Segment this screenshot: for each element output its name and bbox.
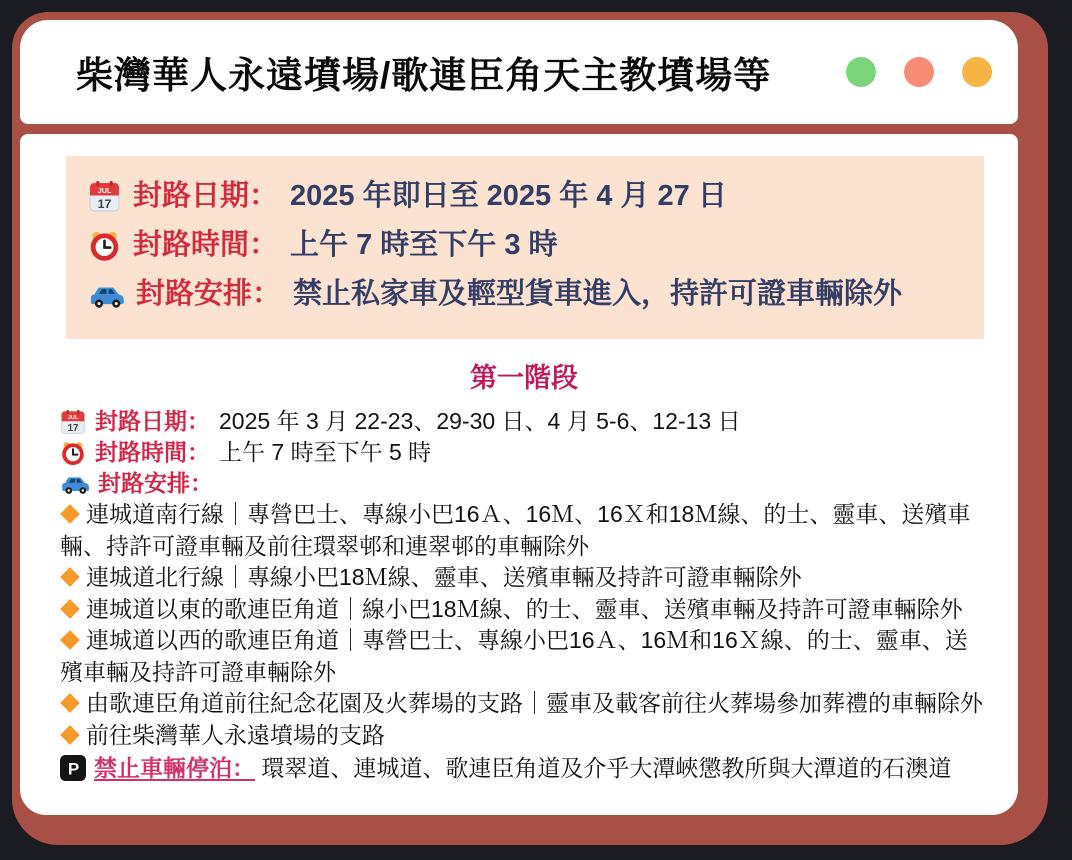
phase-date-value: 2025 年 3 月 22-23、29-30 日、4 月 5-6、12-13 日 [219, 408, 741, 434]
phase-arrangement-label: 封路安排： [98, 470, 213, 496]
diamond-bullet-icon [60, 725, 80, 745]
summary-row-time [88, 221, 962, 270]
phase-time-value: 上午 7 時至下午 5 時 [219, 439, 432, 465]
alarm-clock-icon [60, 440, 86, 466]
bullet-text: 連城道南行線｜專營巴士、專線小巴16Ａ、16Ｍ、16Ｘ和18Ｍ線、的士、靈車、送殯車輛、持許可證車輛及前往環翠邨和連翠邨的車輛除外 [60, 501, 971, 559]
bullet-text: 連城道以東的歌連臣角道｜線小巴18Ｍ線、的士、靈車、送殯車輛及持許可證車輛除外 [86, 595, 963, 622]
page-title: 柴灣華人永遠墳場/歌連臣角天主教墳場等 [76, 55, 772, 96]
card-header [20, 20, 1018, 124]
summary-arrangement-value: 禁止私家車及輕型貨車進入，持許可證車輛除外 [293, 278, 903, 310]
diamond-bullet-icon [60, 630, 80, 650]
closure-summary-box [66, 156, 984, 339]
no-parking-value: 環翠道、連城道、歌連臣角道及介乎大潭峽懲教所與大潭道的石澳道 [261, 755, 952, 781]
calendar-icon [88, 180, 121, 213]
green-dot-icon [846, 57, 876, 87]
calendar-icon [60, 409, 86, 435]
salmon-dot-icon [904, 57, 934, 87]
car-icon [60, 472, 89, 495]
phase-date-label: 封路日期： [95, 408, 210, 434]
bullet-text: 連城道北行線｜專線小巴18Ｍ線、靈車、送殯車輛及持許可證車輛除外 [86, 564, 802, 590]
no-parking-label: 禁止車輛停泊： [94, 755, 255, 781]
bullet-text: 連城道以西的歌連臣角道｜專營巴士、專線小巴16Ａ、16Ｍ和16Ｘ線、的士、靈車、送殯車輛及持許可證車輛除外 [60, 627, 968, 685]
no-parking-row [60, 753, 988, 785]
bullet-text: 前往柴灣華人永遠墳場的支路 [86, 721, 385, 748]
alarm-clock-icon [88, 229, 121, 262]
diamond-bullet-icon [60, 504, 80, 524]
summary-row-date [88, 172, 962, 221]
amber-dot-icon [962, 57, 992, 87]
closure-bullet [60, 720, 988, 752]
car-icon [88, 281, 124, 309]
summary-date-label: 封路日期： [133, 180, 279, 212]
summary-date-value: 2025 年即日至 2025 年 4 月 27 日 [290, 180, 727, 212]
closure-bullet [60, 594, 988, 626]
card-body [20, 134, 1018, 815]
parking-icon [60, 755, 86, 781]
closure-bullet [60, 499, 988, 562]
closure-bullet [60, 562, 988, 594]
poster-card [12, 12, 1048, 845]
closure-bullet [60, 625, 988, 688]
summary-time-label: 封路時間： [133, 229, 279, 261]
diamond-bullet-icon [60, 567, 80, 587]
phase-row-arrangement [60, 468, 988, 499]
closure-bullet [60, 688, 988, 720]
traffic-light-dots [846, 57, 992, 87]
summary-arrangement-label: 封路安排： [136, 278, 282, 310]
diamond-bullet-icon [60, 599, 80, 619]
phase-row-date [60, 406, 988, 437]
summary-row-arrangement [88, 270, 962, 319]
phase-row-time [60, 437, 988, 468]
phase-time-label: 封路時間： [95, 439, 210, 465]
bullet-text: 由歌連臣角道前往紀念花園及火葬場的支路｜靈車及載客前往火葬場參加葬禮的車輛除外 [86, 690, 983, 716]
diamond-bullet-icon [60, 693, 80, 713]
phase-heading: 第一階段 [470, 363, 578, 393]
summary-time-value: 上午 7 時至下午 3 時 [290, 229, 558, 261]
